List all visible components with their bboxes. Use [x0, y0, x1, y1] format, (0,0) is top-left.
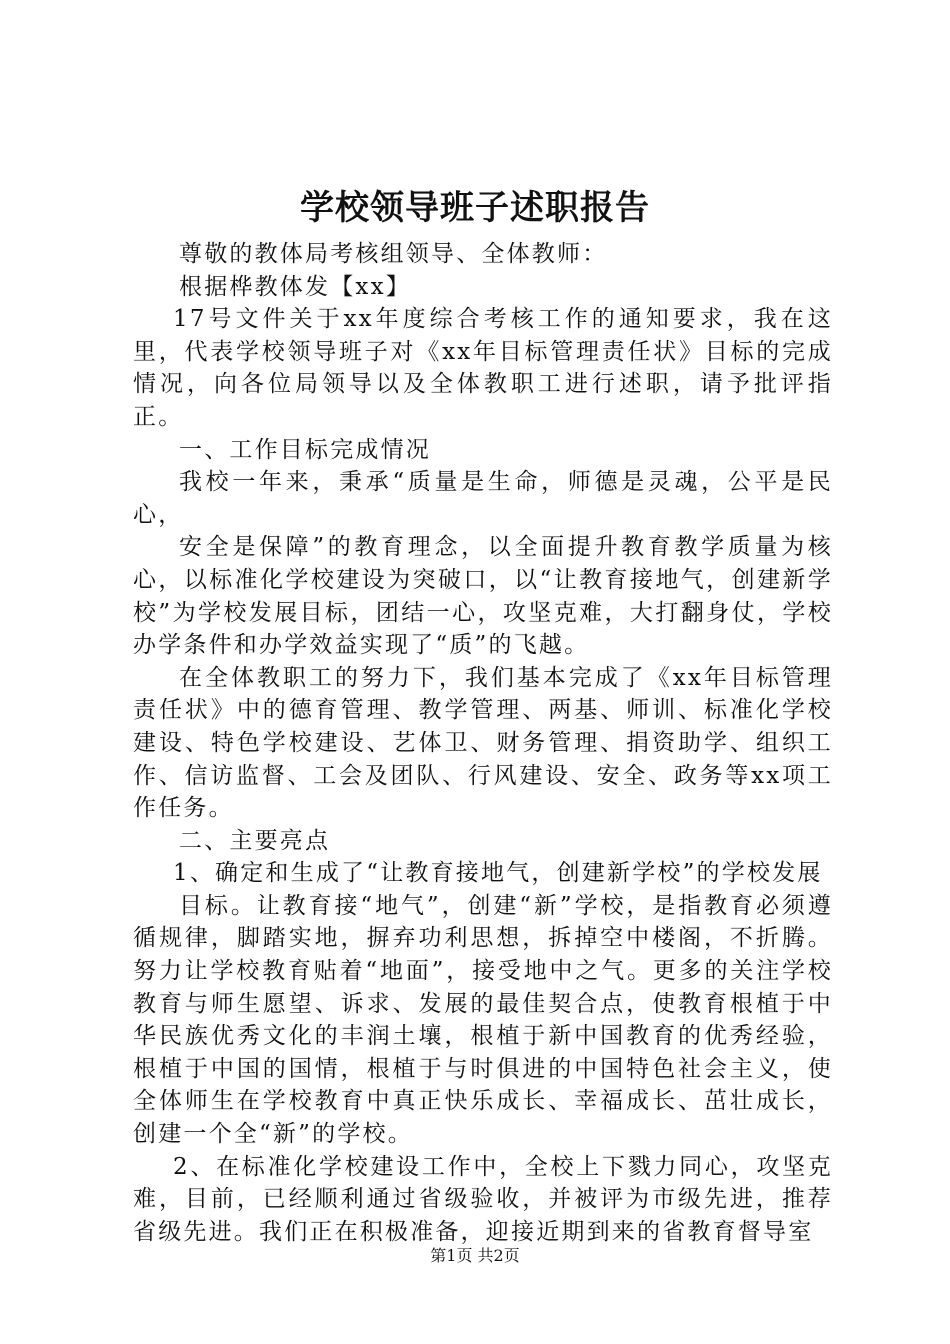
page-footer: 第1页 共2页: [430, 1246, 520, 1265]
body-paragraph: 我校一年来，秉承“质量是生命，师德是灵魂，公平是民心，: [133, 469, 833, 528]
salutation-paragraph: 尊敬的教体局考核组领导、全体教师：: [179, 241, 608, 267]
reference-paragraph: 根据桦教体发【xx】: [179, 273, 411, 300]
body-paragraph: 目标。让教育接“地气”，创建“新”学校，是指教育必须遵循规律，脚踏实地，摒弃功利思想，拆掉空中楼阁，不折腾。努力让学校教育贴着“地面”，接受地中之气。更多的关注学校教育与师生愿望、诉求、发展的最佳契合点，使教育根植于中华民族优秀文化的丰润土壤，根植于新中国教育的优秀经验，根植于中国的国情，根植于与时俱进的中国特色社会主义，使全体师生在学校教育中真正快乐成长、幸福成长、茁壮成长，创建一个全“新”的学校。: [133, 892, 833, 1148]
body-paragraph: 1、确定和生成了“让教育接地气，创建新学校”的学校发展: [173, 860, 823, 887]
section-heading-1: 一、工作目标完成情况: [179, 436, 431, 463]
body-paragraph: 2、在标准化学校建设工作中，全校上下戮力同心，攻坚克难，目前，已经顺利通过省级验收，并被评为市级先进，推荐省级先进。我们正在积极准备，迎接近期到来的省教育督导室: [133, 1153, 833, 1245]
body-paragraph: 安全是保障”的教育理念，以全面提升教育教学质量为核心，以标准化学校建设为突破口，以“让教育接地气，创建新学校”为学校发展目标，团结一心，攻坚克难，大打翻身仗，学校办学条件和办学效益实现了“质”的飞越。: [133, 534, 833, 659]
section-heading-2: 二、主要亮点: [179, 827, 331, 854]
document-body: [133, 238, 833, 1248]
document-title: 学校领导班子述职报告: [300, 188, 650, 228]
body-paragraph: 在全体教职工的努力下，我们基本完成了《xx年目标管理责任状》中的德育管理、教学管理、两基、师训、标准化学校建设、特色学校建设、艺体卫、财务管理、捐资助学、组织工作、信访监督、工会及团队、行风建设、安全、政务等xx项工作任务。: [133, 664, 833, 822]
intro-paragraph: 17号文件关于xx年度综合考核工作的通知要求，我在这里，代表学校领导班子对《xx年目标管理责任状》目标的完成情况，向各位局领导以及全体教职工进行述职，请予批评指正。: [133, 306, 833, 430]
